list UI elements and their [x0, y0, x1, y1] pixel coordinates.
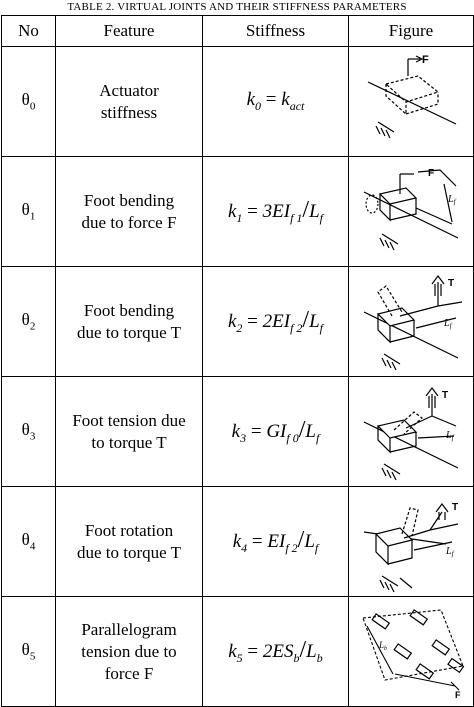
figure-label-f: F — [455, 689, 461, 700]
figure-label-l: $L_f$ — [446, 545, 454, 558]
figure-label-t: T — [448, 277, 455, 289]
feature-cell: Foot rotation due to torque T — [56, 487, 203, 597]
feature-cell: Foot bending due to torque T — [56, 267, 203, 377]
header-row — [2, 16, 474, 47]
figure-label-l: $L_f$ — [448, 193, 456, 206]
foot-tension-figure — [356, 382, 466, 482]
joint-cell: $\theta_0$ — [2, 47, 56, 157]
header-stiffness: Stiffness — [203, 16, 349, 47]
joint-cell: $\theta_1$ — [2, 157, 56, 267]
figure-cell — [349, 377, 474, 487]
figure-cell — [349, 597, 474, 707]
table-caption: TABLE 2. VIRTUAL JOINTS AND THEIR STIFFNESS PARAMETERS — [67, 1, 407, 13]
header-no: No — [2, 16, 56, 47]
figure-cell — [349, 47, 474, 157]
stiffness-formula: $k_1 = 3EI_{f 1}/L_f$ — [203, 157, 349, 267]
figure-label-t: T — [442, 389, 449, 401]
figure-label-l: $L_f$ — [444, 317, 452, 330]
actuator-figure — [356, 54, 466, 150]
feature-cell: Foot tension due to torque T — [56, 377, 203, 487]
table-row — [2, 47, 474, 157]
feature-cell: Foot bending due to force F — [56, 157, 203, 267]
figure-label-f: F — [422, 53, 429, 66]
figure-label-l: $L_b$ — [379, 639, 388, 652]
figure-label-f: F — [428, 167, 435, 179]
table-row — [2, 377, 474, 487]
foot-bending-torque-figure — [356, 272, 466, 372]
joint-cell: $\theta_5$ — [2, 597, 56, 707]
stiffness-formula: $k_5 = 2ES_b/L_b$ — [203, 597, 349, 707]
table-row — [2, 157, 474, 267]
stiffness-formula: $k_0 = k_{act}$ — [203, 47, 349, 157]
joint-cell: $\theta_2$ — [2, 267, 56, 377]
feature-cell: Parallelogram tension due to force F — [56, 597, 203, 707]
stiffness-table — [1, 15, 474, 707]
figure-label-l: $L_f$ — [446, 429, 454, 442]
joint-cell: $\theta_3$ — [2, 377, 56, 487]
stiffness-formula: $k_3 = GI_{f 0}/L_f$ — [203, 377, 349, 487]
foot-bending-force-figure — [356, 164, 466, 260]
figure-cell — [349, 157, 474, 267]
parallelogram-figure — [355, 604, 467, 700]
feature-cell: Actuator stiffness — [56, 47, 203, 157]
stiffness-formula: $k_2 = 2EI_{f 2}/L_f$ — [203, 267, 349, 377]
figure-cell — [349, 267, 474, 377]
table-row — [2, 267, 474, 377]
figure-label-t: T — [452, 501, 459, 513]
table-row — [2, 597, 474, 707]
foot-rotation-figure — [356, 490, 466, 594]
table-row — [2, 487, 474, 597]
joint-cell: $\theta_4$ — [2, 487, 56, 597]
header-feature: Feature — [56, 16, 203, 47]
stiffness-formula: $k_4 = EI_{f 2}/L_f$ — [203, 487, 349, 597]
header-figure: Figure — [349, 16, 474, 47]
figure-cell — [349, 487, 474, 597]
